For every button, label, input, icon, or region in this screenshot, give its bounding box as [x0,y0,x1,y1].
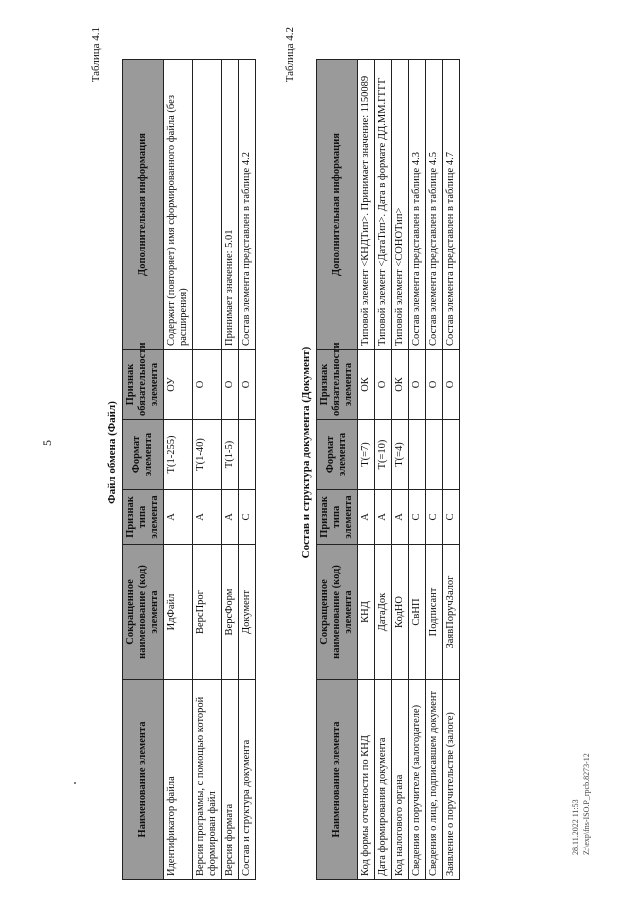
cell-format [426,420,443,490]
cell-type: С [239,490,256,545]
footer [570,753,592,855]
page-number: 5 [40,440,54,446]
header-cell: Дополнительная информация [123,60,164,350]
cell-name: Сведения о лице, подписавшем документ [426,680,443,880]
cell-required: О [222,350,239,420]
header-cell: Признак типа элемента [123,490,164,545]
footer-timestamp: 28.11.2022 11:53 [571,799,580,855]
cell-required: О [375,350,392,420]
cell-format: Т(1-40) [193,420,222,490]
cell-type: С [409,490,426,545]
cell-code: ДатаДок [375,545,392,680]
cell-required: О [426,350,443,420]
cell-code: КодНО [392,545,409,680]
table-row [392,60,409,880]
table-title: Файл обмена (Файл) [106,401,118,504]
cell-info: Типовой элемент <ДатаТип>. Дата в формате ДД.ММ.ГГГГ [375,60,392,350]
cell-type: А [358,490,375,545]
cell-format [409,420,426,490]
table-row [375,60,392,880]
cell-required: О [239,350,256,420]
table-row [426,60,443,880]
cell-info: Состав элемента представлен в таблице 4.5 [426,60,443,350]
cell-code: ВерсФорм [222,545,239,680]
table-label: Таблица 4.2 [284,27,296,83]
table-title: Состав и структура документа (Документ) [300,346,312,559]
cell-format: Т(=4) [392,420,409,490]
table-header-row [317,60,358,880]
table-row [164,60,193,880]
scan-dot [74,782,76,784]
cell-required: ОУ [164,350,193,420]
cell-name: Версия формата [222,680,239,880]
cell-code: ВерсПрог [193,545,222,680]
cell-format [239,420,256,490]
cell-format [443,420,460,490]
table-4-1-block [90,25,256,880]
cell-format: Т(=7) [358,420,375,490]
cell-code: КНД [358,545,375,680]
cell-required: ОК [358,350,375,420]
table-row [193,60,222,880]
cell-name: Идентификатор файла [164,680,193,880]
table-document-structure [316,59,460,880]
cell-info: Типовой элемент <СОНОТип> [392,60,409,350]
header-cell: Признак обязательности элемента [317,350,358,420]
header-cell: Сокращенное наименование (код) элемента [123,545,164,680]
cell-type: А [164,490,193,545]
cell-name: Версия программы, с помощью которой сформирован файл [193,680,222,880]
cell-type: А [222,490,239,545]
cell-name: Код формы отчетности по КНД [358,680,375,880]
table-row [222,60,239,880]
header-cell: Сокращенное наименование (код) элемента [317,545,358,680]
header-cell: Признак обязательности элемента [123,350,164,420]
cell-name: Дата формирования документа [375,680,392,880]
cell-info: Состав элемента представлен в таблице 4.7 [443,60,460,350]
cell-info: Состав элемента представлен в таблице 4.2 [239,60,256,350]
table-header-row [123,60,164,880]
cell-name: Сведения о поручителе (залогодателе) [409,680,426,880]
header-cell: Наименование элемента [317,680,358,880]
footer-path: Z:\exp\fns-ISO.P_rpcb.8273-12 [582,753,591,855]
cell-name: Состав и структура документа [239,680,256,880]
cell-name: Заявление о поручительстве (залоге) [443,680,460,880]
cell-type: С [426,490,443,545]
cell-required: О [193,350,222,420]
cell-type: А [193,490,222,545]
cell-format: Т(1-5) [222,420,239,490]
table-row [239,60,256,880]
header-cell: Наименование элемента [123,680,164,880]
cell-info: Состав элемента представлен в таблице 4.3 [409,60,426,350]
table-4-2-block [284,25,460,880]
cell-code: Документ [239,545,256,680]
cell-type: А [375,490,392,545]
cell-code: ЗаявПоручЗалог [443,545,460,680]
cell-code: СвНП [409,545,426,680]
cell-info: Типовой элемент <КНДТип>. Принимает значение: 1150089 [358,60,375,350]
cell-type: С [443,490,460,545]
table-file-exchange [122,59,256,880]
cell-code: Подписант [426,545,443,680]
header-cell: Формат элемента [123,420,164,490]
header-cell: Дополнительная информация [317,60,358,350]
cell-format: Т(=10) [375,420,392,490]
cell-required: О [443,350,460,420]
table-row [409,60,426,880]
cell-info: Принимает значение: 5.01 [222,60,239,350]
cell-code: ИдФайл [164,545,193,680]
header-cell: Признак типа элемента [317,490,358,545]
header-cell: Формат элемента [317,420,358,490]
cell-type: А [392,490,409,545]
table-row [358,60,375,880]
cell-name: Код налогового органа [392,680,409,880]
cell-format: Т(1-255) [164,420,193,490]
cell-info: Содержит (повторяет) имя сформированного файла (без расширения) [164,60,193,350]
table-label: Таблица 4.1 [90,27,102,83]
table-row [443,60,460,880]
cell-info [193,60,222,350]
cell-required: О [409,350,426,420]
cell-required: ОК [392,350,409,420]
